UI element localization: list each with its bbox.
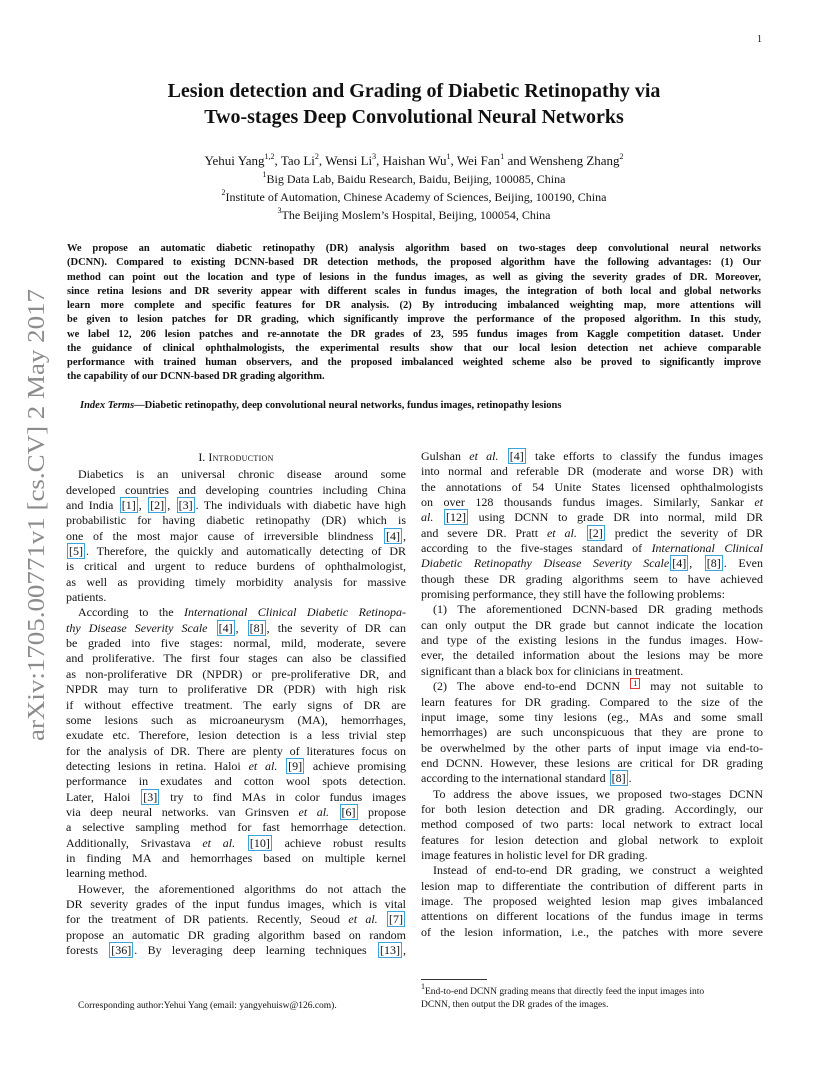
- citation-link[interactable]: [10]: [249, 835, 270, 850]
- text-line: However, the aforementioned algorithms do not attach the: [78, 881, 406, 896]
- citation-link[interactable]: [4]: [509, 449, 524, 463]
- left-column: [66, 450, 406, 958]
- citation-link[interactable]: [5]: [69, 544, 83, 559]
- text-line: Instead of end-to-end DR grading, we construct a weighted: [433, 863, 763, 878]
- text-line: can only output the DR grade but cannot indicate the location: [421, 617, 763, 632]
- text-line: NPDR may turn to proliferative DR (PDR) with high risk: [66, 682, 406, 697]
- citation-link[interactable]: [8]: [611, 771, 626, 786]
- text-line: lesion map to differentiate the contribution of different parts in: [421, 878, 763, 893]
- author-name: Tao Li: [280, 153, 315, 168]
- text-line: propose an automatic DR grading algorithm based on random: [66, 927, 406, 942]
- text-line: To address the above issues, we proposed two-stages DCNN: [433, 786, 763, 801]
- citation-link[interactable]: [12]: [446, 510, 467, 525]
- text-line: ever, the detailed information about the lesions may be more: [421, 648, 763, 663]
- text-line: al. [12] using DCNN to grade DR into normal, mild DR: [421, 510, 763, 525]
- text-line: (2) The above end-to-end DCNN $^1$ may not suitable to: [433, 679, 763, 694]
- text-line: probabilistic for having diabetic retinopathy (DR) which is: [66, 513, 406, 528]
- abstract-line: the guidance of clinical ophthalmologists, the experimental results show that our local lesion detection net achieve comparable: [67, 342, 761, 354]
- abstract-line: (DCNN). Compared to existing DCNN-based DR detection methods, the proposed algorithm have the following advantages: (1) Our: [67, 257, 761, 269]
- paper-title-line-2: Two-stages Deep Convolutional Neural Networks: [204, 106, 624, 128]
- page-number: 1: [757, 34, 762, 45]
- citation-link[interactable]: [2]: [150, 498, 165, 513]
- author-line: Yehui Yang$^{1,2}$, Tao Li$^2$, Wensi Li$^3$, Haishan Wu$^1$, Wei Fan$^1$ and Wensheng Zhang$^2$: [204, 151, 624, 168]
- text-line: Additionally, Srivastava et al. [10] achieve robust results: [66, 835, 407, 850]
- abstract: [67, 242, 761, 385]
- citation-link[interactable]: [3]: [143, 789, 158, 804]
- text-line: method composed of two parts: local network to extract local: [421, 817, 763, 832]
- text-line: image features in holistic level for DR grading.: [421, 847, 648, 862]
- affiliation-3: $^3$The Beijing Moslem’s Hospital, Beijing, 100054, China: [277, 206, 551, 222]
- text-line: significant than a black box for clinicians in treatment.: [421, 663, 684, 678]
- corresponding-author-footnote: Corresponding author:Yehui Yang (email: yangyehuisw@126.com).: [78, 1001, 337, 1011]
- text-line: is critical and urgent to reduce burdens of ophthalmologist,: [66, 559, 406, 574]
- abstract-line: be given to lesion patches for DR grading, which significantly improve the performance of the proposed algorithm. In this study,: [67, 314, 761, 326]
- text-line: end DCNN. However, these lesions are critical for DR grading: [421, 755, 763, 770]
- text-line: image. The proposed weighted lesion map gives imbalanced: [421, 893, 763, 908]
- text-line: patients.: [66, 590, 107, 605]
- author-name: Haishan Wu: [382, 153, 447, 168]
- text-line: one of the most major cause of irreversible blindness [4] ,: [66, 528, 406, 543]
- text-line: as well as providing timely morbidity analysis for massive: [66, 574, 406, 589]
- right-column: [421, 449, 763, 940]
- author-name: Yehui Yang: [204, 153, 265, 168]
- text-line: learn features for DR grading. Compared to the size of the: [421, 694, 763, 709]
- abstract-line: we label 12, 206 lesion patches and re-annotate the DR grades of 23, 595 fundus images from Kaggle competition dataset. Under: [67, 328, 761, 340]
- affiliation-list: [60, 170, 768, 224]
- abstract-line: since retina lesions and DR severity appear with different scales in fundus images, the integration of both local and global networks: [67, 285, 761, 297]
- text-line: DR severity grades of the input fundus images, which is vital: [66, 896, 406, 911]
- text-line: learning method.: [66, 866, 148, 881]
- abstract-line: performance with trained human observers, and the proposed imbalanced weighted scheme also be proved to significantly improve: [67, 357, 761, 368]
- citation-link[interactable]: [1]: [121, 498, 136, 513]
- text-line: Diabetic Retinopathy Disease Severity Scale [4] , [8] . Even: [421, 556, 764, 571]
- text-line: be graded into five stages: normal, mild, moderate, severe: [66, 636, 406, 651]
- citation-link[interactable]: [8]: [249, 620, 264, 635]
- text-line: the annotations of 54 Unite States licensed ophthalmologists: [421, 479, 763, 494]
- text-line: input image, some tiny lesions (eg., MAs and some small: [421, 709, 763, 724]
- text-line: attentions on different locations of the fundus image in terms: [421, 909, 763, 924]
- index-terms: Index Terms—Diabetic retinopathy, deep convolutional neural networks, fundus images, retinopathy lesions: [80, 400, 562, 411]
- text-line: for the treatment of DR patients. Recently, Seoud et al. [7]: [66, 912, 404, 927]
- author-name: Wensheng Zhang: [529, 153, 620, 168]
- footnote-1: $^1$End-to-end DCNN grading means that directly feed the input images into DCNN, then output the DR grades of the images.: [421, 981, 705, 1010]
- paper-title: [60, 78, 768, 130]
- text-line: and India [1] , [2] , [3] . The individuals with diabetic have high: [66, 498, 407, 513]
- citation-link[interactable]: [4]: [672, 556, 687, 571]
- text-line: though these DR grading algorithms seem to have achieved: [421, 571, 763, 586]
- text-line: for the analysis of DR. There are plenty of literatures focus on: [66, 743, 406, 758]
- text-line: detecting lesions in retina. Haloi et al. [9] achieve promising: [66, 758, 407, 773]
- abstract-line: the capability of our DCNN-based DR grading algorithm.: [67, 371, 325, 383]
- footnote-link[interactable]: 1: [630, 678, 640, 689]
- text-line: and proliferative. The first four stages can also be classified: [66, 651, 406, 666]
- text-line: and type of the existing lesions in the fundus images. How-: [421, 633, 763, 648]
- text-line: according to the five-stages standard of International Clinical: [421, 541, 763, 556]
- citation-link[interactable]: [13]: [380, 943, 400, 957]
- citation-link[interactable]: [7]: [389, 912, 404, 927]
- footnote-rule: [421, 979, 487, 980]
- paper-title-line-1: Lesion detection and Grading of Diabetic Retinopathy via: [167, 80, 661, 102]
- citation-link[interactable]: [3]: [178, 498, 193, 513]
- text-line: via deep neural networks. van Grinsven et al. [6] propose: [66, 804, 407, 819]
- citation-link[interactable]: [8]: [706, 556, 721, 571]
- text-line: be overwhelmed by the other parts of input image via end-to-: [421, 740, 763, 755]
- affiliation-1: $^1$Big Data Lab, Baidu Research, Baidu, Beijing, 100085, China: [262, 170, 566, 186]
- citation-link[interactable]: [2]: [588, 525, 603, 540]
- citation-link[interactable]: [6]: [341, 804, 356, 819]
- text-line: for both lesion detection and DR grading. Accordingly, our: [421, 801, 763, 816]
- text-line: forests [36] . By leveraging deep learning techniques [13] ,: [66, 943, 406, 957]
- section-heading-introduction: I. Introduction: [198, 450, 274, 464]
- text-line: of the lesion information, i.e., the patches with more severe: [421, 924, 763, 939]
- text-line: according to the international standard [8] .: [421, 771, 632, 786]
- text-line: [5] . Therefore, the quickly and automatically detecting of DR: [69, 544, 406, 559]
- abstract-line: We propose an automatic diabetic retinopathy (DR) analysis algorithm based on two-stages deep convolutional neural networks: [67, 243, 761, 254]
- author-name: Wei Fan: [456, 153, 501, 168]
- text-line: hemorrhages) are such unconspicuous that they are prone to: [421, 725, 763, 740]
- abstract-line: learn more complete and specific features for DR analysis. (2) By introducing imbalanced weighting map, more attentions will: [67, 300, 761, 311]
- text-line: Diabetics is an universal chronic disease around some: [78, 467, 406, 482]
- author-list: [60, 152, 768, 170]
- citation-link[interactable]: [9]: [288, 758, 303, 773]
- text-line: as non-proliferative DR (NPDR) or pre-proliferative DR, and: [66, 666, 406, 681]
- text-line: According to the International Clinical Diabetic Retinopa-: [78, 605, 406, 620]
- text-line: performance in exudates and cotton wool spots detection.: [66, 774, 406, 789]
- citation-link[interactable]: [4]: [386, 528, 400, 543]
- text-line: developed countries and developing countries including China: [66, 482, 406, 497]
- affiliation-2: $^2$Institute of Automation, Chinese Academy of Sciences, Beijing, 100190, China: [221, 188, 607, 204]
- text-line: into normal and referable DR (moderate and worse DR) with: [421, 464, 763, 479]
- text-line: if without effective treatment. The early signs of DR are: [66, 697, 406, 712]
- citation-link[interactable]: [36]: [111, 943, 132, 957]
- author-name: Wensi Li: [325, 153, 373, 168]
- text-line: in finding MA and hemorrhages based on multiple kernel: [66, 850, 406, 865]
- arxiv-identifier-stamp: [14, 285, 54, 745]
- abstract-line: method can point out the location and type of lesions in the fundus images, as well as giving the severity grades of DR. Moreover,: [67, 271, 761, 283]
- text-line: exudate etc. Therefore, lesion detection is a less trivial step: [66, 728, 406, 743]
- text-line: promising performance, they still have the following problems:: [421, 587, 725, 602]
- text-line: Later, Haloi [3] try to find MAs in color fundus images: [66, 789, 406, 804]
- text-line: (1) The aforementioned DCNN-based DR grading methods: [433, 602, 763, 617]
- text-line: Gulshan et al. [4] take efforts to classify the fundus images: [421, 449, 764, 463]
- text-line: some lesions such as microaneurysm (MA), hemorrhages,: [66, 712, 406, 727]
- text-line: features for lesion detection and global network to exploit: [421, 832, 763, 847]
- text-line: and severe DR. Pratt et al. [2] predict the severity of DR: [421, 525, 764, 540]
- text-line: thy Disease Severity Scale [4] , [8] , the severity of DR can: [66, 620, 407, 635]
- text-line: a selective sampling method for fast hemorrhage detection.: [66, 820, 406, 835]
- text-line: on over 128 thousands fundus images. Similarly, Sankar et: [421, 495, 763, 510]
- citation-link[interactable]: [4]: [218, 620, 233, 635]
- arxiv-stamp-text: arXiv:1705.00771v1 [cs.CV] 2 May 2017: [23, 329, 50, 741]
